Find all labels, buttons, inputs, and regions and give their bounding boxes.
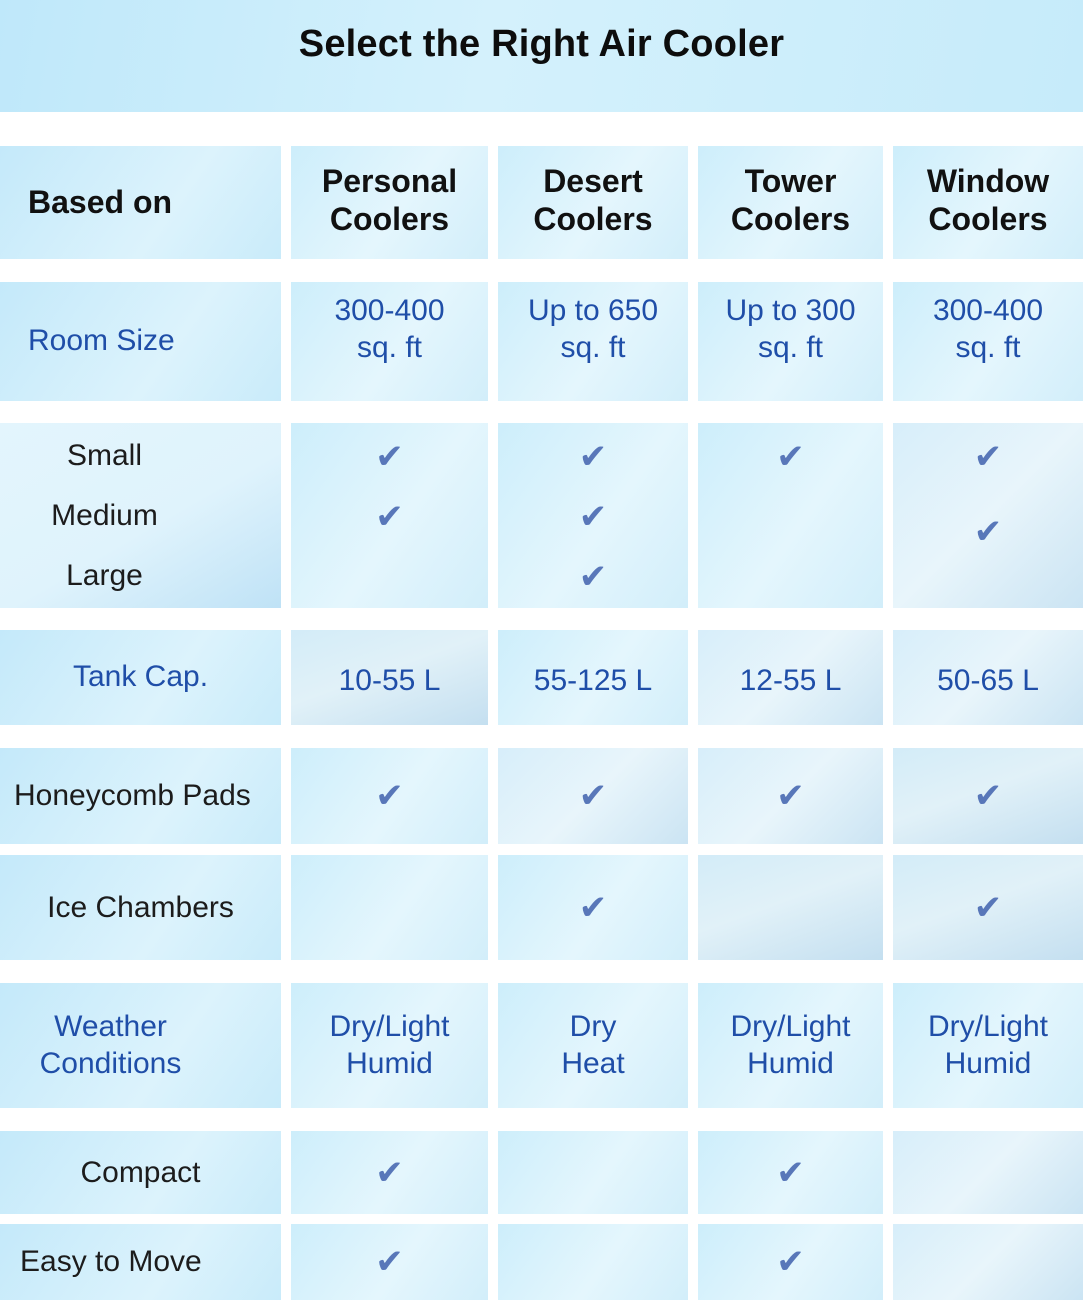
tank-cap-desert: 55-125 L [533,664,653,698]
checkmark-icon: ✔ [578,437,608,477]
room-size-window-cell [893,282,1083,401]
header-tower-cell [698,146,883,259]
checkmark-icon: ✔ [973,776,1003,816]
room-size-label-cell [0,282,281,401]
checkmark-icon: ✔ [578,557,608,597]
weather-conditions-label: Weather Conditions [39,1009,182,1080]
compact-tower-cell [698,1131,883,1214]
checkmark-icon: ✔ [375,437,404,477]
compact-desert-cell [498,1131,688,1214]
page-title: Select the Right Air Cooler [298,22,785,65]
tank-cap-personal-cell [291,630,488,725]
room-size-personal-cell [291,282,488,401]
size-labels-cell [0,423,281,608]
checkmark-icon: ✔ [578,887,608,928]
header-desert-cell [498,146,688,259]
sizes-tower-cell [698,423,883,608]
checkmark-icon: ✔ [578,776,608,816]
easy_to_move-label-cell [0,1224,281,1300]
ice_chambers-desert-cell [498,855,688,960]
weather-window-cell [893,983,1083,1108]
tank-cap-tower-cell [698,630,883,725]
compact-personal-cell [291,1131,488,1214]
size-labels [51,437,158,595]
honeycomb-desert-cell [498,748,688,844]
checkmark-icon: ✔ [375,497,404,537]
easy-to-move-label: Easy to Move [20,1245,202,1278]
checkmark-icon: ✔ [973,437,1003,477]
ice-chambers-label: Ice Chambers [47,890,234,924]
column-header-desert: Desert Coolers [533,162,653,237]
room-size-desert: Up to 650 sq. ft [527,293,659,364]
checkmark-icon: ✔ [776,1242,805,1282]
tank-cap-label-cell [0,630,281,725]
room-size-personal: 300-400 sq. ft [334,293,445,364]
honeycomb-tower-cell [698,748,883,844]
room-size-window: 300-400 sq. ft [932,293,1044,364]
tank-cap-personal: 10-55 L [338,664,441,698]
checkmark-icon: ✔ [973,887,1003,928]
weather-window: Dry/Light Humid [927,1009,1049,1080]
checkmark-icon: ✔ [375,1242,404,1282]
tank-cap-window: 50-65 L [937,664,1039,698]
room-size-tower: Up to 300 sq. ft [725,293,856,364]
weather-personal: Dry/Light Humid [329,1009,450,1080]
weather-tower-cell [698,983,883,1108]
room-size-label: Room Size [28,324,175,358]
tank-cap-label: Tank Cap. [72,660,209,694]
checkmark-icon: ✔ [973,512,1003,552]
checkmark-icon: ✔ [578,497,608,537]
header-based-on-cell [0,146,281,259]
easy_to_move-desert-cell [498,1224,688,1300]
column-header-window: Window Coolers [926,162,1050,237]
column-header-tower: Tower Coolers [730,162,851,237]
checkmark-icon: ✔ [375,1152,404,1193]
sizes-personal-cell [291,423,488,608]
compact-label-cell [0,1131,281,1214]
honeycomb-label-cell [0,748,281,844]
weather-desert: Dry Heat [561,1009,625,1080]
checkmark-icon: ✔ [776,776,805,816]
compact-label: Compact [80,1155,201,1189]
honeycomb-window-cell [893,748,1083,844]
header-personal-cell [291,146,488,259]
easy_to_move-tower-cell [698,1224,883,1300]
tank-cap-tower: 12-55 L [739,664,842,698]
weather-tower: Dry/Light Humid [730,1009,851,1080]
compact-window-cell [893,1131,1083,1214]
room-size-tower-cell [698,282,883,401]
honeycomb-personal-cell [291,748,488,844]
checkmark-icon: ✔ [776,1152,805,1193]
weather-personal-cell [291,983,488,1108]
ice_chambers-personal-cell [291,855,488,960]
size-label-small: Small [66,438,142,472]
column-header-personal: Personal Coolers [321,162,458,237]
room-size-desert-cell [498,282,688,401]
weather-desert-cell [498,983,688,1108]
based-on-label: Based on [28,183,173,220]
size-label-medium: Medium [51,498,158,532]
easy_to_move-personal-cell [291,1224,488,1300]
sizes-desert-cell [498,423,688,608]
ice_chambers-label-cell [0,855,281,960]
easy_to_move-window-cell [893,1224,1083,1300]
header-window-cell [893,146,1083,259]
size-label-large: Large [66,558,143,592]
checkmark-icon: ✔ [375,776,404,816]
ice_chambers-tower-cell [698,855,883,960]
tank-cap-window-cell [893,630,1083,725]
checkmark-icon: ✔ [776,437,805,477]
tank-cap-desert-cell [498,630,688,725]
ice_chambers-window-cell [893,855,1083,960]
title-banner [0,0,1083,112]
weather-label-cell [0,983,281,1108]
honeycomb-pads-label: Honeycomb Pads [14,779,251,812]
sizes-window-cell [893,423,1083,608]
